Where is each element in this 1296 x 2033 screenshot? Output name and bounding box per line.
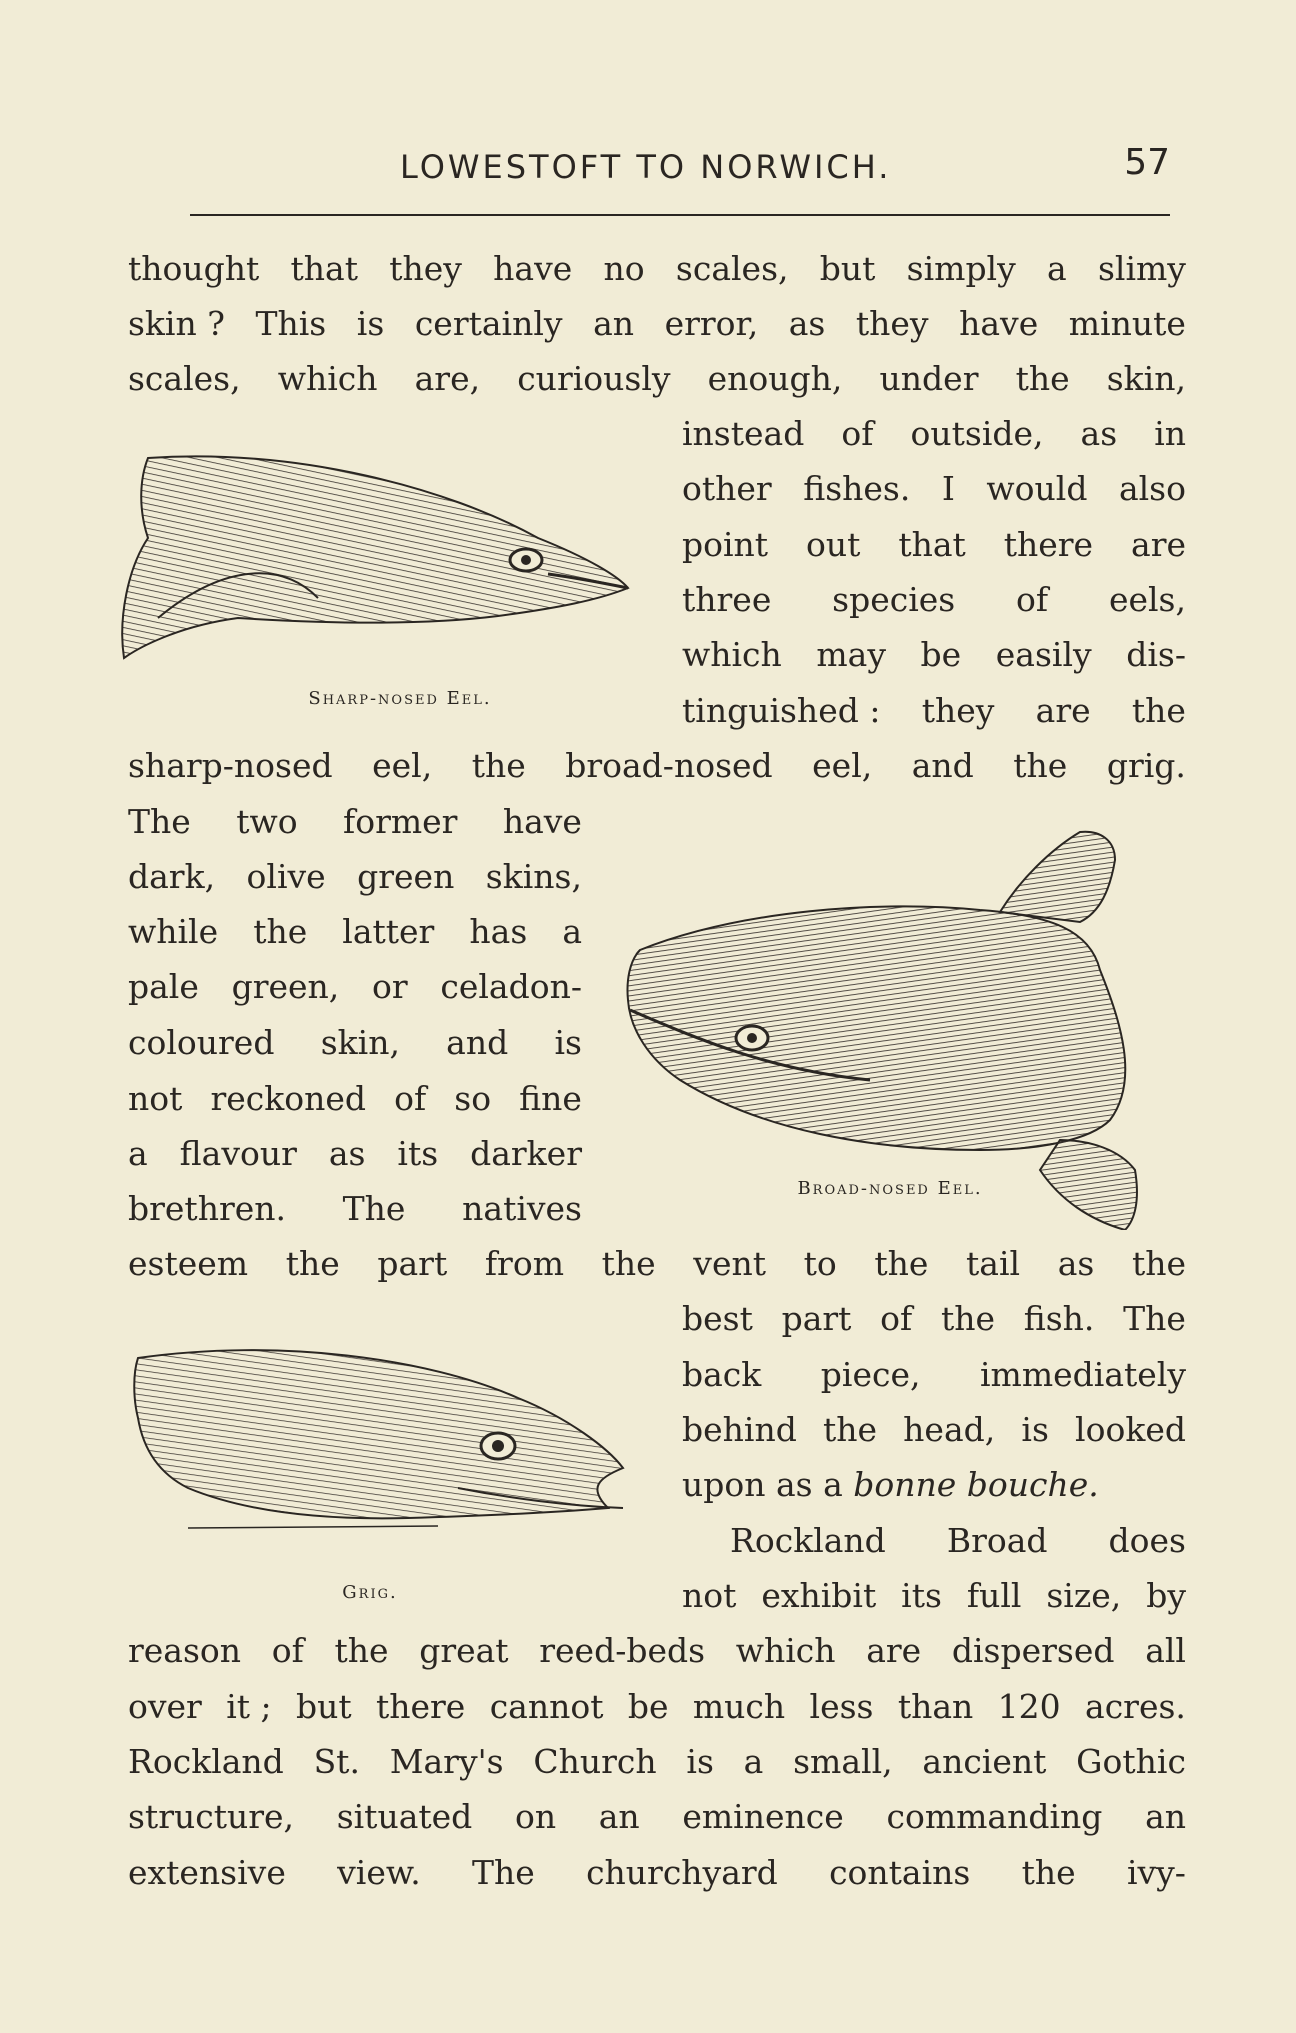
word: 120 (997, 1687, 1061, 1726)
word: while (128, 912, 219, 951)
word: situated (336, 1797, 473, 1836)
word: under (879, 359, 979, 398)
word: of (880, 1299, 913, 1338)
word: fish. (1023, 1299, 1095, 1338)
word: exhibit (761, 1576, 877, 1615)
word: flavour (179, 1134, 297, 1173)
text-line (730, 1514, 1186, 1568)
text-line (682, 1569, 1186, 1623)
word: and (446, 1023, 509, 1062)
word: contains (829, 1853, 971, 1892)
word: the (334, 1631, 389, 1670)
word: sharp-nosed (128, 746, 333, 785)
word: easily (995, 635, 1092, 674)
word: it ; (226, 1687, 272, 1726)
sharp-nosed-eel-illustration (118, 448, 638, 668)
word: not (682, 1576, 737, 1615)
word: fishes. (803, 469, 911, 508)
word: full (966, 1576, 1022, 1615)
word: an (598, 1797, 640, 1836)
word: skins, (485, 857, 582, 896)
word: which (277, 359, 378, 398)
text-line (682, 407, 1186, 461)
text-line (128, 1846, 1186, 1900)
text-line (682, 462, 1186, 516)
text-line (128, 1790, 1186, 1844)
word: natives (462, 1189, 582, 1228)
word: view. (337, 1853, 421, 1892)
word: acres. (1085, 1687, 1186, 1726)
word: cannot (489, 1687, 604, 1726)
word: tinguished : (682, 691, 881, 730)
word: Gothic (1076, 1742, 1186, 1781)
word: from (484, 1244, 564, 1283)
word: ancient (922, 1742, 1047, 1781)
word: outside, (910, 414, 1044, 453)
word: green (357, 857, 455, 896)
text-line (682, 1458, 1186, 1512)
word: there (375, 1687, 466, 1726)
word: no (603, 249, 645, 288)
word: extensive (128, 1853, 286, 1892)
word: has (469, 912, 528, 951)
word: the (253, 912, 308, 951)
word: small, (793, 1742, 893, 1781)
word: the (601, 1244, 656, 1283)
word: on (514, 1797, 557, 1836)
word: all (1145, 1631, 1186, 1670)
word: the (1131, 691, 1186, 730)
word: of (1016, 580, 1049, 619)
word: slimy (1097, 249, 1186, 288)
text-line (128, 1680, 1186, 1734)
word: certainly (414, 304, 563, 343)
word: the (1131, 1244, 1186, 1283)
word: not (128, 1079, 183, 1118)
text-line (682, 1292, 1186, 1346)
word: reckoned (210, 1079, 367, 1118)
word: behind (682, 1410, 797, 1449)
word: structure, (128, 1797, 295, 1836)
word: looked (1075, 1410, 1186, 1449)
text-line (128, 1182, 582, 1236)
word: commanding (886, 1797, 1103, 1836)
word: the (874, 1244, 929, 1283)
header-rule (190, 214, 1170, 216)
word: part (377, 1244, 448, 1283)
sharp-nosed-eel-caption: Sharp-nosed Eel. (308, 688, 492, 709)
word: is (686, 1742, 714, 1781)
word: Mary's (389, 1742, 504, 1781)
word: they (921, 691, 995, 730)
word: to (803, 1244, 837, 1283)
word: minute (1068, 304, 1186, 343)
word: there (1003, 525, 1094, 564)
word: is (554, 1023, 582, 1062)
word: churchyard (586, 1853, 778, 1892)
text-line (682, 684, 1186, 738)
text-line (128, 1072, 582, 1126)
text-line (128, 795, 582, 849)
word: they (389, 249, 462, 288)
word: darker (470, 1134, 582, 1173)
text-line (128, 1735, 1186, 1789)
word: in (1154, 414, 1186, 453)
word: its (901, 1576, 942, 1615)
word: scales, (128, 359, 241, 398)
word: piece, (820, 1355, 921, 1394)
word: skin, (320, 1023, 400, 1062)
word: great (419, 1631, 509, 1670)
word: an (593, 304, 635, 343)
word: but (819, 249, 876, 288)
word: dark, (128, 857, 216, 896)
word: is (1021, 1410, 1049, 1449)
word: three (682, 580, 772, 619)
word: does (1108, 1521, 1186, 1560)
grig-caption: Grig. (342, 1582, 398, 1603)
text-line (128, 297, 1186, 351)
text-line (128, 1237, 1186, 1291)
word: or (372, 967, 408, 1006)
word: The (1123, 1299, 1186, 1338)
word: head, (903, 1410, 996, 1449)
word: are (1131, 525, 1186, 564)
text-line (128, 905, 582, 959)
word: two (236, 802, 298, 841)
text-line (682, 1403, 1186, 1457)
word: fine (519, 1079, 582, 1118)
italic-phrase: bonne bouche. (853, 1465, 1099, 1504)
word: simply (906, 249, 1016, 288)
word: also (1118, 469, 1186, 508)
word: dispersed (951, 1631, 1115, 1670)
word: that (290, 249, 358, 288)
word: eels, (1108, 580, 1186, 619)
page-header (130, 142, 1170, 196)
word: Church (533, 1742, 657, 1781)
broad-nosed-eel-illustration (620, 820, 1160, 1230)
word: over (128, 1687, 202, 1726)
word: have (502, 802, 582, 841)
text-line (128, 739, 1186, 793)
word: tail (966, 1244, 1021, 1283)
word: ivy- (1126, 1853, 1186, 1892)
word: skin, (1106, 359, 1186, 398)
word: the (940, 1299, 995, 1338)
word: pale (128, 967, 199, 1006)
word: the (1013, 746, 1068, 785)
word: be (627, 1687, 669, 1726)
word: that (898, 525, 966, 564)
word: of (271, 1631, 304, 1670)
word: esteem (128, 1244, 249, 1283)
word: immediately (979, 1355, 1186, 1394)
word: vent (693, 1244, 766, 1283)
word: thought (128, 249, 260, 288)
word: other (682, 469, 772, 508)
page-number: 57 (1124, 142, 1170, 183)
word: much (692, 1687, 786, 1726)
word: brethren. (128, 1189, 286, 1228)
word: dis- (1126, 635, 1186, 674)
text-line (128, 1127, 582, 1181)
text-line (128, 352, 1186, 406)
word: size, (1046, 1576, 1122, 1615)
word: The (128, 802, 191, 841)
word: coloured (128, 1023, 275, 1062)
word: Rockland (128, 1742, 284, 1781)
text-line (128, 1016, 582, 1070)
word: as (788, 304, 826, 343)
word: eminence (682, 1797, 844, 1836)
grig-illustration (128, 1338, 648, 1558)
word: by (1146, 1576, 1186, 1615)
text-line (128, 960, 582, 1014)
word: be (920, 635, 962, 674)
text-fragment: upon as a (682, 1465, 854, 1504)
word: the (1015, 359, 1070, 398)
word: grig. (1106, 746, 1186, 785)
word: back (682, 1355, 762, 1394)
word: Rockland (730, 1521, 886, 1560)
word: a (743, 1742, 764, 1781)
word: scales, (675, 249, 789, 288)
word: Broad (946, 1521, 1048, 1560)
text-line (682, 518, 1186, 572)
word: than (897, 1687, 974, 1726)
word: species (832, 580, 956, 619)
word: The (471, 1853, 535, 1892)
word: is (356, 304, 385, 343)
word: a (128, 1134, 148, 1173)
word: broad-nosed (565, 746, 773, 785)
word: celadon- (440, 967, 582, 1006)
word: The (342, 1189, 406, 1228)
word: point (682, 525, 769, 564)
word: of (841, 414, 874, 453)
word: out (806, 525, 861, 564)
word: which (735, 1631, 836, 1670)
word: the (285, 1244, 340, 1283)
word: reason (128, 1631, 242, 1670)
word: eel, (812, 746, 873, 785)
word: the (822, 1410, 878, 1449)
word: curiously (517, 359, 671, 398)
word: instead (682, 414, 805, 453)
word: a (1047, 249, 1067, 288)
word: the (471, 746, 526, 785)
word: part (781, 1299, 852, 1338)
text-line (682, 628, 1186, 682)
text-line (128, 242, 1186, 296)
word: enough, (707, 359, 843, 398)
text-line (128, 850, 582, 904)
word: have (959, 304, 1039, 343)
word: olive (246, 857, 326, 896)
word: error, (664, 304, 759, 343)
word: This (255, 304, 327, 343)
text-line (682, 1348, 1186, 1402)
word: skin ? (128, 304, 225, 343)
word: as (1057, 1244, 1095, 1283)
word: have (493, 249, 573, 288)
word: are, (414, 359, 481, 398)
word: of (394, 1079, 427, 1118)
word: latter (342, 912, 435, 951)
word: but (295, 1687, 352, 1726)
word: as (1080, 414, 1118, 453)
word: I (941, 469, 955, 508)
word: the (1021, 1853, 1076, 1892)
word: St. (313, 1742, 360, 1781)
word: reed-beds (539, 1631, 706, 1670)
word: may (816, 635, 886, 674)
word: would (986, 469, 1088, 508)
word: less (809, 1687, 874, 1726)
text-line (128, 1624, 1186, 1678)
word: green, (231, 967, 340, 1006)
text-line (682, 573, 1186, 627)
word: as (328, 1134, 366, 1173)
word: eel, (372, 746, 433, 785)
word: former (343, 802, 458, 841)
word: and (911, 746, 974, 785)
broad-nosed-eel-caption: Broad-nosed Eel. (797, 1178, 983, 1199)
running-title: LOWESTOFT TO NORWICH. (400, 148, 892, 186)
word: its (397, 1134, 439, 1173)
word: they (855, 304, 929, 343)
word: are (866, 1631, 922, 1670)
word: so (454, 1079, 492, 1118)
word: best (682, 1299, 753, 1338)
word: an (1145, 1797, 1186, 1836)
word: a (562, 912, 582, 951)
word: are (1035, 691, 1091, 730)
word: which (682, 635, 782, 674)
